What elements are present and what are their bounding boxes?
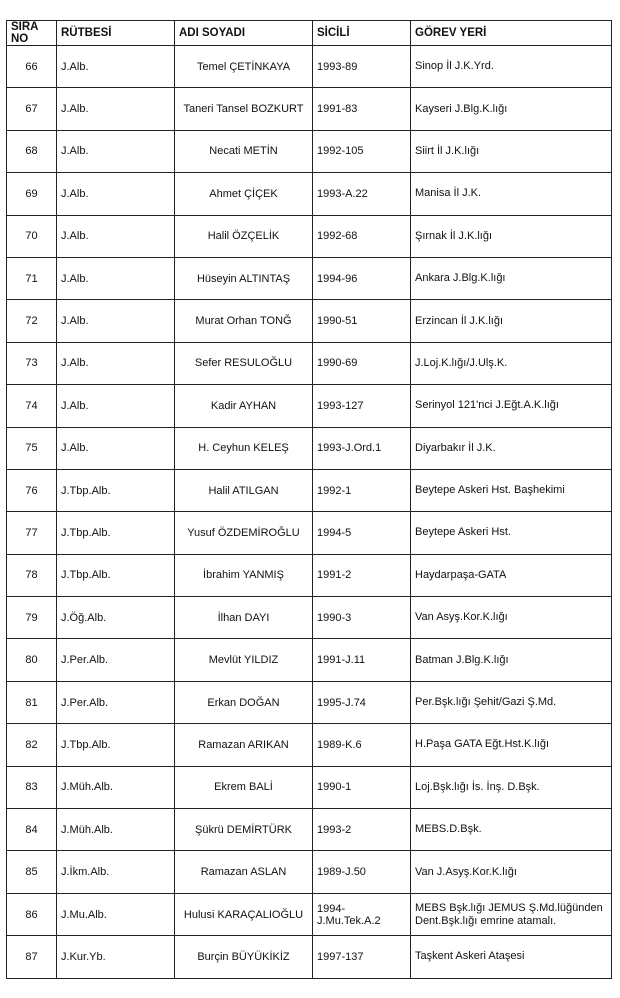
cell-sicil: 1994-5 xyxy=(313,512,411,554)
cell-sira-no: 86 xyxy=(7,893,57,935)
cell-sira-no: 72 xyxy=(7,300,57,342)
cell-rutbe: J.Alb. xyxy=(57,257,175,299)
cell-sira-no: 81 xyxy=(7,681,57,723)
cell-adi-soyadi: Şükrü DEMİRTÜRK xyxy=(175,809,313,851)
cell-adi-soyadi: Hüseyin ALTINTAŞ xyxy=(175,257,313,299)
cell-rutbe: J.Alb. xyxy=(57,130,175,172)
cell-gorev-yeri: Diyarbakır İl J.K. xyxy=(411,427,612,469)
cell-sira-no: 67 xyxy=(7,88,57,130)
table-row xyxy=(7,300,612,342)
cell-sira-no: 84 xyxy=(7,809,57,851)
header-adi-soyadi: ADI SOYADI xyxy=(175,21,313,46)
cell-adi-soyadi: Necati METİN xyxy=(175,130,313,172)
cell-gorev-yeri: Batman J.Blg.K.lığı xyxy=(411,639,612,681)
header-gorev-yeri: GÖREV YERİ xyxy=(411,21,612,46)
table-row xyxy=(7,385,612,427)
cell-sicil: 1995-J.74 xyxy=(313,681,411,723)
document-page xyxy=(6,20,611,979)
cell-sira-no: 76 xyxy=(7,469,57,511)
table-row xyxy=(7,342,612,384)
cell-rutbe: J.Alb. xyxy=(57,173,175,215)
table-row xyxy=(7,257,612,299)
cell-adi-soyadi: Ekrem BALİ xyxy=(175,766,313,808)
cell-adi-soyadi: Taneri Tansel BOZKURT xyxy=(175,88,313,130)
table-row xyxy=(7,893,612,935)
table-header-row xyxy=(7,21,612,46)
cell-sicil: 1990-1 xyxy=(313,766,411,808)
cell-sira-no: 66 xyxy=(7,46,57,88)
table-row xyxy=(7,554,612,596)
cell-sicil: 1991-2 xyxy=(313,554,411,596)
cell-sira-no: 69 xyxy=(7,173,57,215)
cell-rutbe: J.Alb. xyxy=(57,46,175,88)
cell-gorev-yeri: Sinop İl J.K.Yrd. xyxy=(411,46,612,88)
cell-sira-no: 70 xyxy=(7,215,57,257)
cell-rutbe: J.Müh.Alb. xyxy=(57,766,175,808)
table-row xyxy=(7,724,612,766)
cell-rutbe: J.Per.Alb. xyxy=(57,681,175,723)
table-row xyxy=(7,809,612,851)
cell-sicil: 1997-137 xyxy=(313,936,411,978)
header-rutbe: RÜTBESİ xyxy=(57,21,175,46)
cell-rutbe: J.Alb. xyxy=(57,300,175,342)
cell-rutbe: J.Kur.Yb. xyxy=(57,936,175,978)
cell-sicil: 1992-105 xyxy=(313,130,411,172)
cell-rutbe: J.Öğ.Alb. xyxy=(57,597,175,639)
cell-sira-no: 87 xyxy=(7,936,57,978)
cell-gorev-yeri: Taşkent Askeri Ataşesi xyxy=(411,936,612,978)
table-row xyxy=(7,639,612,681)
cell-gorev-yeri: Beytepe Askeri Hst. xyxy=(411,512,612,554)
cell-sicil: 1993-J.Ord.1 xyxy=(313,427,411,469)
cell-sicil: 1991-J.11 xyxy=(313,639,411,681)
cell-gorev-yeri: J.Loj.K.lığı/J.Ulş.K. xyxy=(411,342,612,384)
cell-sicil: 1994-96 xyxy=(313,257,411,299)
table-row xyxy=(7,173,612,215)
cell-rutbe: J.Alb. xyxy=(57,88,175,130)
cell-adi-soyadi: Temel ÇETİNKAYA xyxy=(175,46,313,88)
cell-adi-soyadi: İbrahim YANMIŞ xyxy=(175,554,313,596)
cell-sira-no: 75 xyxy=(7,427,57,469)
cell-rutbe: J.Alb. xyxy=(57,215,175,257)
cell-sira-no: 85 xyxy=(7,851,57,893)
table-row xyxy=(7,130,612,172)
table-row xyxy=(7,936,612,978)
header-sira-no: SIRA NO xyxy=(7,21,57,46)
cell-sicil: 1991-83 xyxy=(313,88,411,130)
table-row xyxy=(7,215,612,257)
cell-gorev-yeri: Şırnak İl J.K.lığı xyxy=(411,215,612,257)
cell-gorev-yeri: Loj.Bşk.lığı İs. İnş. D.Bşk. xyxy=(411,766,612,808)
cell-adi-soyadi: Erkan DOĞAN xyxy=(175,681,313,723)
cell-rutbe: J.Alb. xyxy=(57,427,175,469)
cell-sicil: 1989-J.50 xyxy=(313,851,411,893)
cell-gorev-yeri: Manisa İl J.K. xyxy=(411,173,612,215)
cell-sicil: 1994-J.Mu.Tek.A.2 xyxy=(313,893,411,935)
cell-sicil: 1993-127 xyxy=(313,385,411,427)
cell-gorev-yeri: MEBS Bşk.lığı JEMUS Ş.Md.lüğünden Dent.Bşk.lığı emrine atamalı. xyxy=(411,893,612,935)
cell-sira-no: 80 xyxy=(7,639,57,681)
cell-gorev-yeri: Van Asyş.Kor.K.lığı xyxy=(411,597,612,639)
cell-rutbe: J.Per.Alb. xyxy=(57,639,175,681)
cell-rutbe: J.Alb. xyxy=(57,385,175,427)
cell-adi-soyadi: Halil ATILGAN xyxy=(175,469,313,511)
table-row xyxy=(7,851,612,893)
cell-sira-no: 74 xyxy=(7,385,57,427)
table-row xyxy=(7,88,612,130)
cell-gorev-yeri: Kayseri J.Blg.K.lığı xyxy=(411,88,612,130)
cell-sicil: 1990-69 xyxy=(313,342,411,384)
table-row xyxy=(7,597,612,639)
cell-adi-soyadi: H. Ceyhun KELEŞ xyxy=(175,427,313,469)
cell-gorev-yeri: MEBS.D.Bşk. xyxy=(411,809,612,851)
cell-adi-soyadi: Hulusi KARAÇALIOĞLU xyxy=(175,893,313,935)
table-row xyxy=(7,766,612,808)
cell-sicil: 1989-K.6 xyxy=(313,724,411,766)
cell-sicil: 1992-1 xyxy=(313,469,411,511)
cell-rutbe: J.Mu.Alb. xyxy=(57,893,175,935)
cell-adi-soyadi: İlhan DAYI xyxy=(175,597,313,639)
cell-adi-soyadi: Halil ÖZÇELİK xyxy=(175,215,313,257)
cell-sicil: 1993-89 xyxy=(313,46,411,88)
table-row xyxy=(7,427,612,469)
cell-sira-no: 78 xyxy=(7,554,57,596)
cell-rutbe: J.Tbp.Alb. xyxy=(57,724,175,766)
cell-rutbe: J.Tbp.Alb. xyxy=(57,512,175,554)
cell-adi-soyadi: Ahmet ÇİÇEK xyxy=(175,173,313,215)
cell-sira-no: 82 xyxy=(7,724,57,766)
cell-sicil: 1993-2 xyxy=(313,809,411,851)
cell-sira-no: 79 xyxy=(7,597,57,639)
table-row xyxy=(7,681,612,723)
cell-sicil: 1990-51 xyxy=(313,300,411,342)
cell-sira-no: 68 xyxy=(7,130,57,172)
cell-rutbe: J.Alb. xyxy=(57,342,175,384)
personnel-table xyxy=(6,20,612,979)
cell-sicil: 1993-A.22 xyxy=(313,173,411,215)
cell-adi-soyadi: Mevlüt YILDIZ xyxy=(175,639,313,681)
cell-gorev-yeri: Serinyol 121'nci J.Eğt.A.K.lığı xyxy=(411,385,612,427)
table-row xyxy=(7,46,612,88)
cell-gorev-yeri: Van J.Asyş.Kor.K.lığı xyxy=(411,851,612,893)
header-sicil: SİCİLİ xyxy=(313,21,411,46)
cell-gorev-yeri: Beytepe Askeri Hst. Başhekimi xyxy=(411,469,612,511)
cell-rutbe: J.Müh.Alb. xyxy=(57,809,175,851)
cell-adi-soyadi: Yusuf ÖZDEMİROĞLU xyxy=(175,512,313,554)
table-row xyxy=(7,512,612,554)
table-row xyxy=(7,469,612,511)
cell-gorev-yeri: H.Paşa GATA Eğt.Hst.K.lığı xyxy=(411,724,612,766)
cell-gorev-yeri: Siirt İl J.K.lığı xyxy=(411,130,612,172)
cell-sira-no: 73 xyxy=(7,342,57,384)
cell-sira-no: 77 xyxy=(7,512,57,554)
cell-sicil: 1990-3 xyxy=(313,597,411,639)
cell-gorev-yeri: Ankara J.Blg.K.lığı xyxy=(411,257,612,299)
cell-gorev-yeri: Erzincan İl J.K.lığı xyxy=(411,300,612,342)
cell-rutbe: J.İkm.Alb. xyxy=(57,851,175,893)
cell-adi-soyadi: Ramazan ASLAN xyxy=(175,851,313,893)
cell-adi-soyadi: Ramazan ARIKAN xyxy=(175,724,313,766)
cell-adi-soyadi: Murat Orhan TONĞ xyxy=(175,300,313,342)
cell-adi-soyadi: Sefer RESULOĞLU xyxy=(175,342,313,384)
cell-rutbe: J.Tbp.Alb. xyxy=(57,554,175,596)
cell-sicil: 1992-68 xyxy=(313,215,411,257)
cell-rutbe: J.Tbp.Alb. xyxy=(57,469,175,511)
cell-sira-no: 83 xyxy=(7,766,57,808)
cell-gorev-yeri: Haydarpaşa-GATA xyxy=(411,554,612,596)
cell-adi-soyadi: Burçin BÜYÜKİKİZ xyxy=(175,936,313,978)
cell-sira-no: 71 xyxy=(7,257,57,299)
cell-adi-soyadi: Kadir AYHAN xyxy=(175,385,313,427)
cell-gorev-yeri: Per.Bşk.lığı Şehit/Gazi Ş.Md. xyxy=(411,681,612,723)
